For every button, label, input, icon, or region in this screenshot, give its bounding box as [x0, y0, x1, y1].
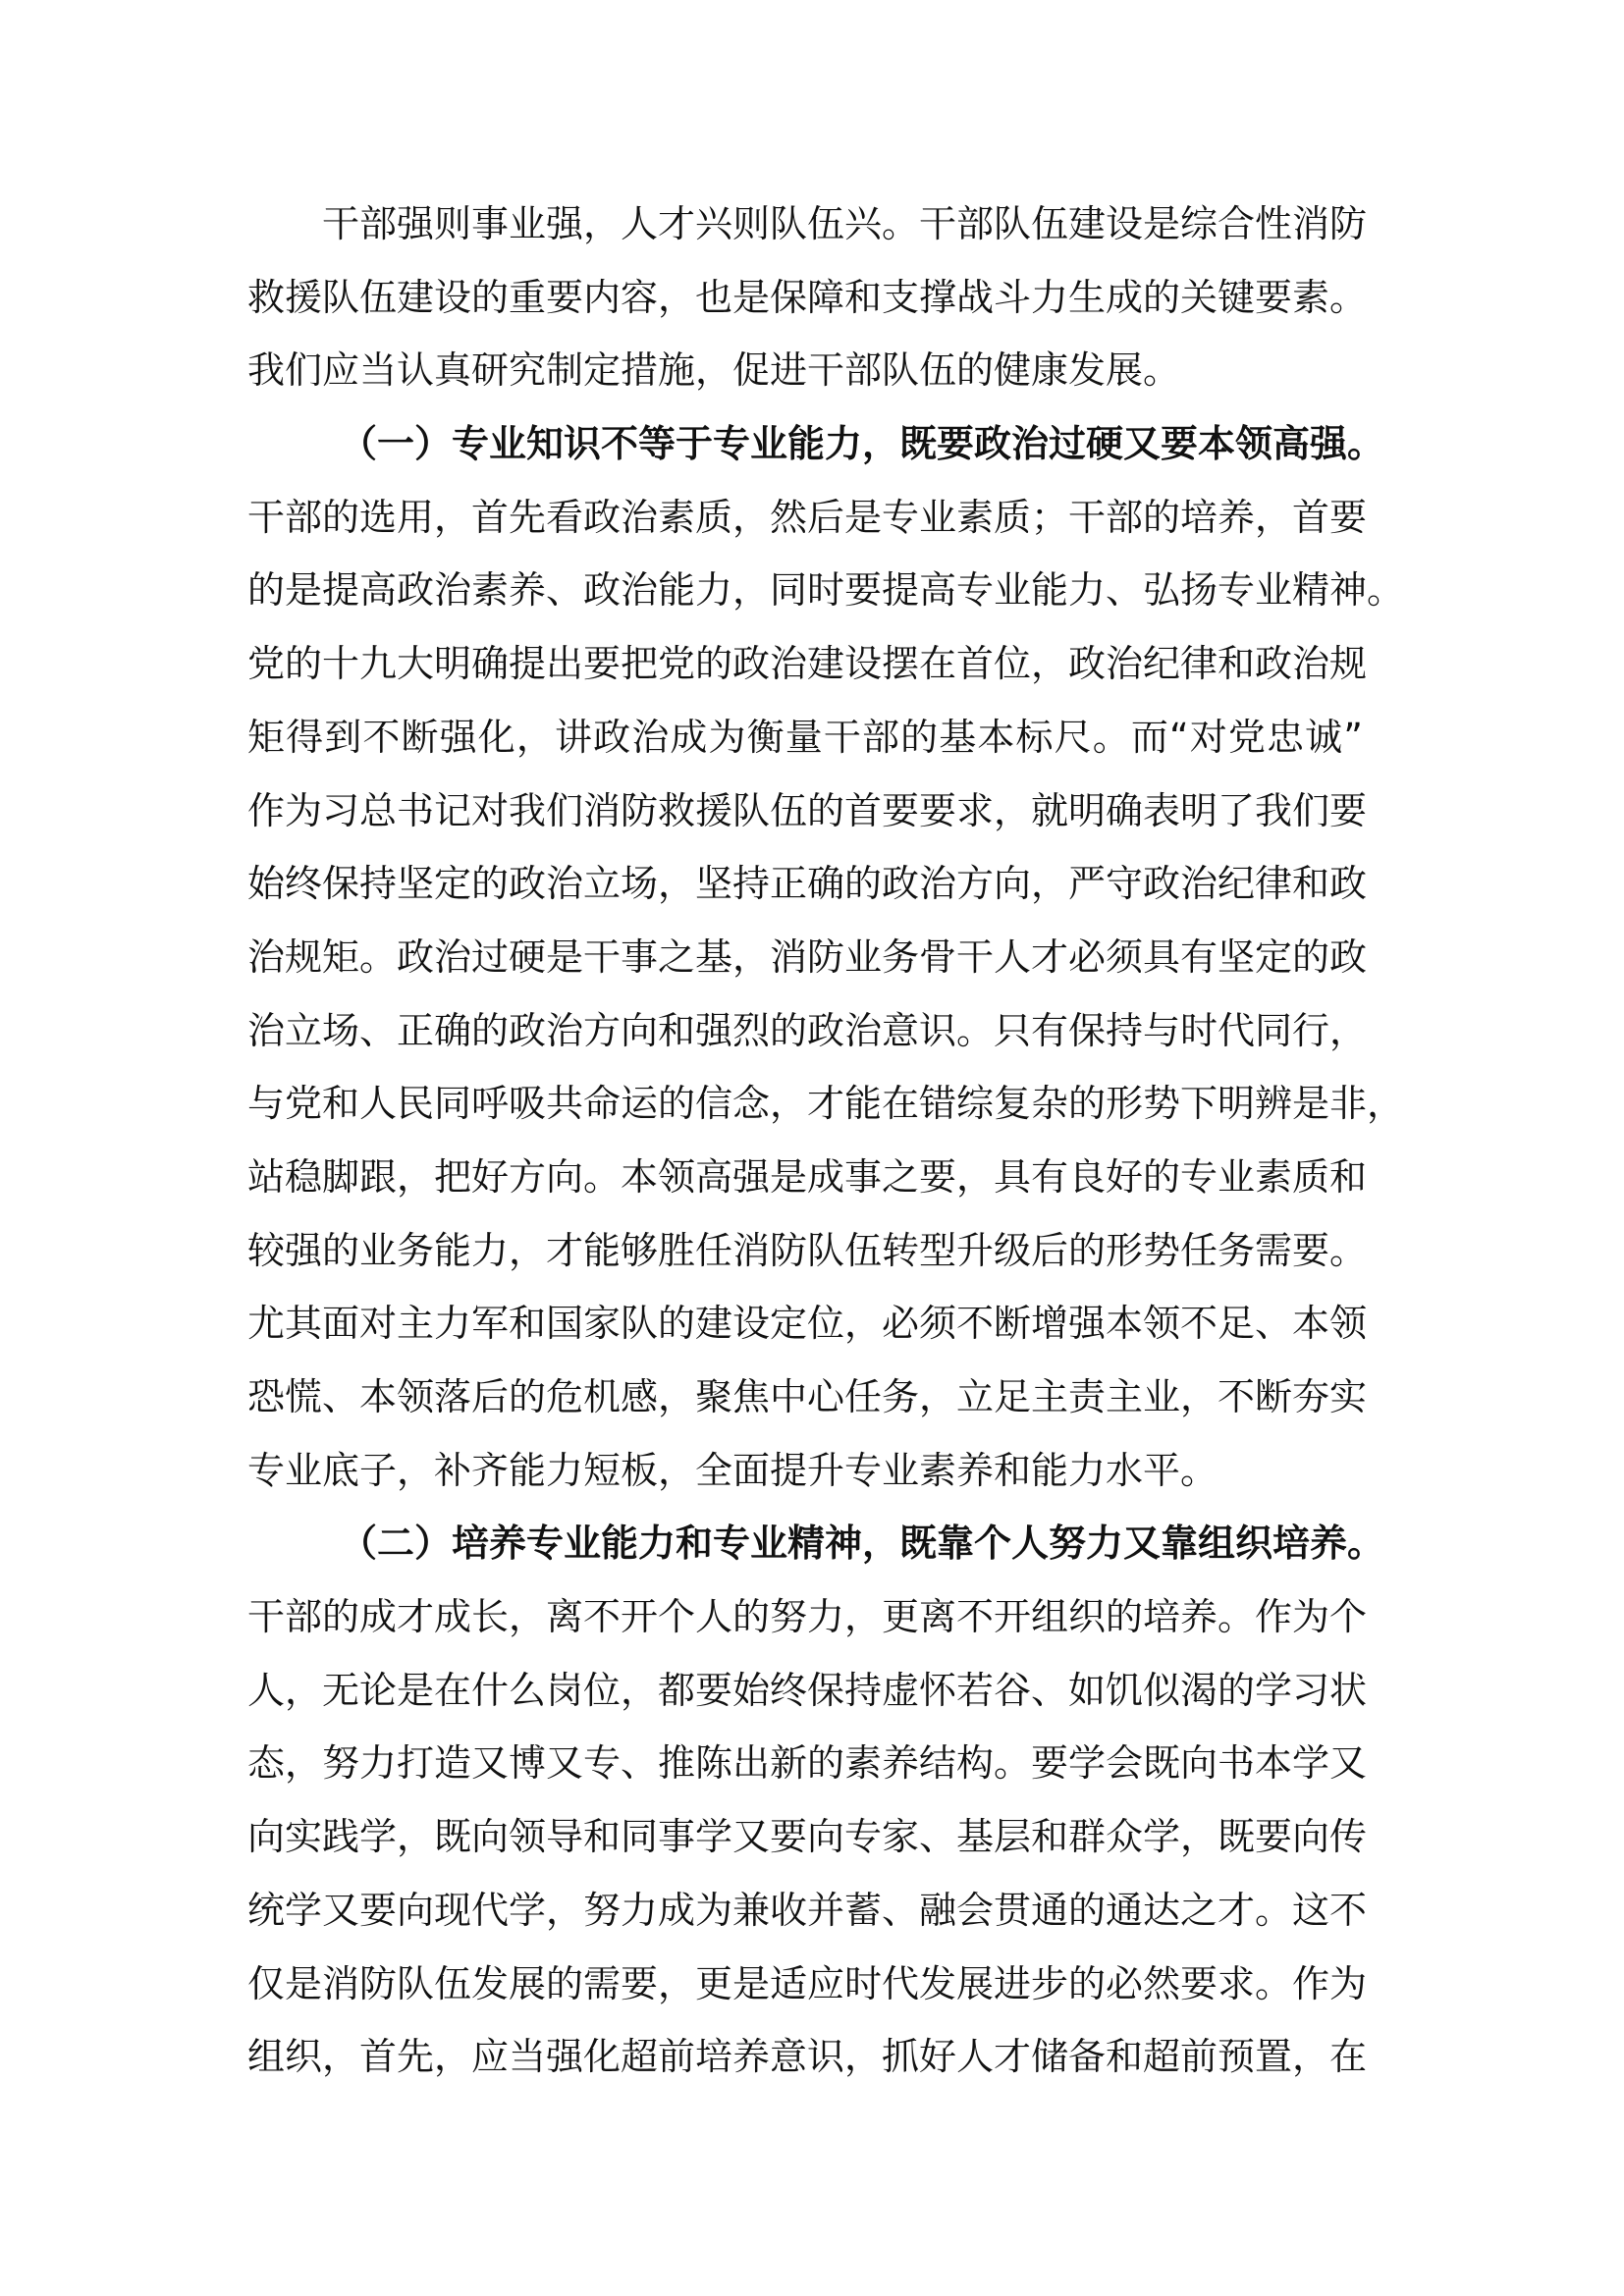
- section-1-line: 作为习总书记对我们消防救援队伍的首要要求，就明确表明了我们要: [247, 788, 1368, 832]
- section-1-line: 恐慌、本领落后的危机感，聚焦中心任务，立足主责主业，不断夯实: [247, 1375, 1368, 1418]
- section-2-line: 向实践学，既向领导和同事学又要向专家、基层和群众学，既要向传: [247, 1815, 1368, 1859]
- section-1-heading: （一）专业知识不等于专业能力，既要政治过硬又要本领高强。: [340, 422, 1385, 466]
- section-2-line: 干部的成才成长，离不开个人的努力，更离不开组织的培养。作为个: [247, 1595, 1368, 1639]
- section-1-line: 站稳脚跟，把好方向。本领高强是成事之要，具有良好的专业素质和: [247, 1154, 1368, 1199]
- section-1-line: 始终保持坚定的政治立场，坚持正确的政治方向，严守政治纪律和政: [247, 862, 1368, 906]
- section-2-line: 统学又要向现代学，努力成为兼收并蓄、融会贯通的通达之才。这不: [247, 1888, 1368, 1932]
- section-1-line: 尤其面对主力军和国家队的建设定位，必须不断增强本领不足、本领: [247, 1302, 1368, 1346]
- document-page: [247, 187, 1405, 2094]
- section-1-line: 治规矩。政治过硬是干事之基，消防业务骨干人才必须具有坚定的政: [247, 934, 1368, 979]
- intro-line: 我们应当认真研究制定措施，促进干部队伍的健康发展。: [247, 348, 1181, 393]
- intro-line: 救援队伍建设的重要内容，也是保障和支撑战斗力生成的关键要素。: [247, 275, 1368, 319]
- section-1-line: 治立场、正确的政治方向和强烈的政治意识。只有保持与时代同行，: [247, 1008, 1368, 1052]
- section-1-line: 干部的选用，首先看政治素质，然后是专业素质；干部的培养，首要: [247, 495, 1368, 539]
- section-1-line: 专业底子，补齐能力短板，全面提升专业素养和能力水平。: [247, 1448, 1218, 1492]
- section-2-line: 态，努力打造又博又专、推陈出新的素养结构。要学会既向书本学又: [247, 1741, 1368, 1786]
- section-2-heading: （二）培养专业能力和专业精神，既靠个人努力又靠组织培养。: [340, 1522, 1385, 1566]
- section-2-line: 人，无论是在什么岗位，都要始终保持虚怀若谷、如饥似渴的学习状: [247, 1668, 1368, 1712]
- section-1-line: 与党和人民同呼吸共命运的信念，才能在错综复杂的形势下明辨是非，: [247, 1082, 1405, 1126]
- section-1-line: 的是提高政治素养、政治能力，同时要提高专业能力、弘扬专业精神。: [247, 568, 1405, 613]
- section-1-line: 较强的业务能力，才能够胜任消防队伍转型升级后的形势任务需要。: [247, 1228, 1368, 1272]
- section-1-line: 矩得到不断强化，讲政治成为衡量干部的基本标尺。而“对党忠诚”: [247, 715, 1363, 759]
- section-2-line: 组织，首先，应当强化超前培养意识，抓好人才储备和超前预置，在: [247, 2035, 1368, 2079]
- intro-line: 干部强则事业强，人才兴则队伍兴。干部队伍建设是综合性消防: [322, 202, 1368, 245]
- section-1-line: 党的十九大明确提出要把党的政治建设摆在首位，政治纪律和政治规: [247, 642, 1368, 686]
- section-2-line: 仅是消防队伍发展的需要，更是适应时代发展进步的必然要求。作为: [247, 1961, 1368, 2005]
